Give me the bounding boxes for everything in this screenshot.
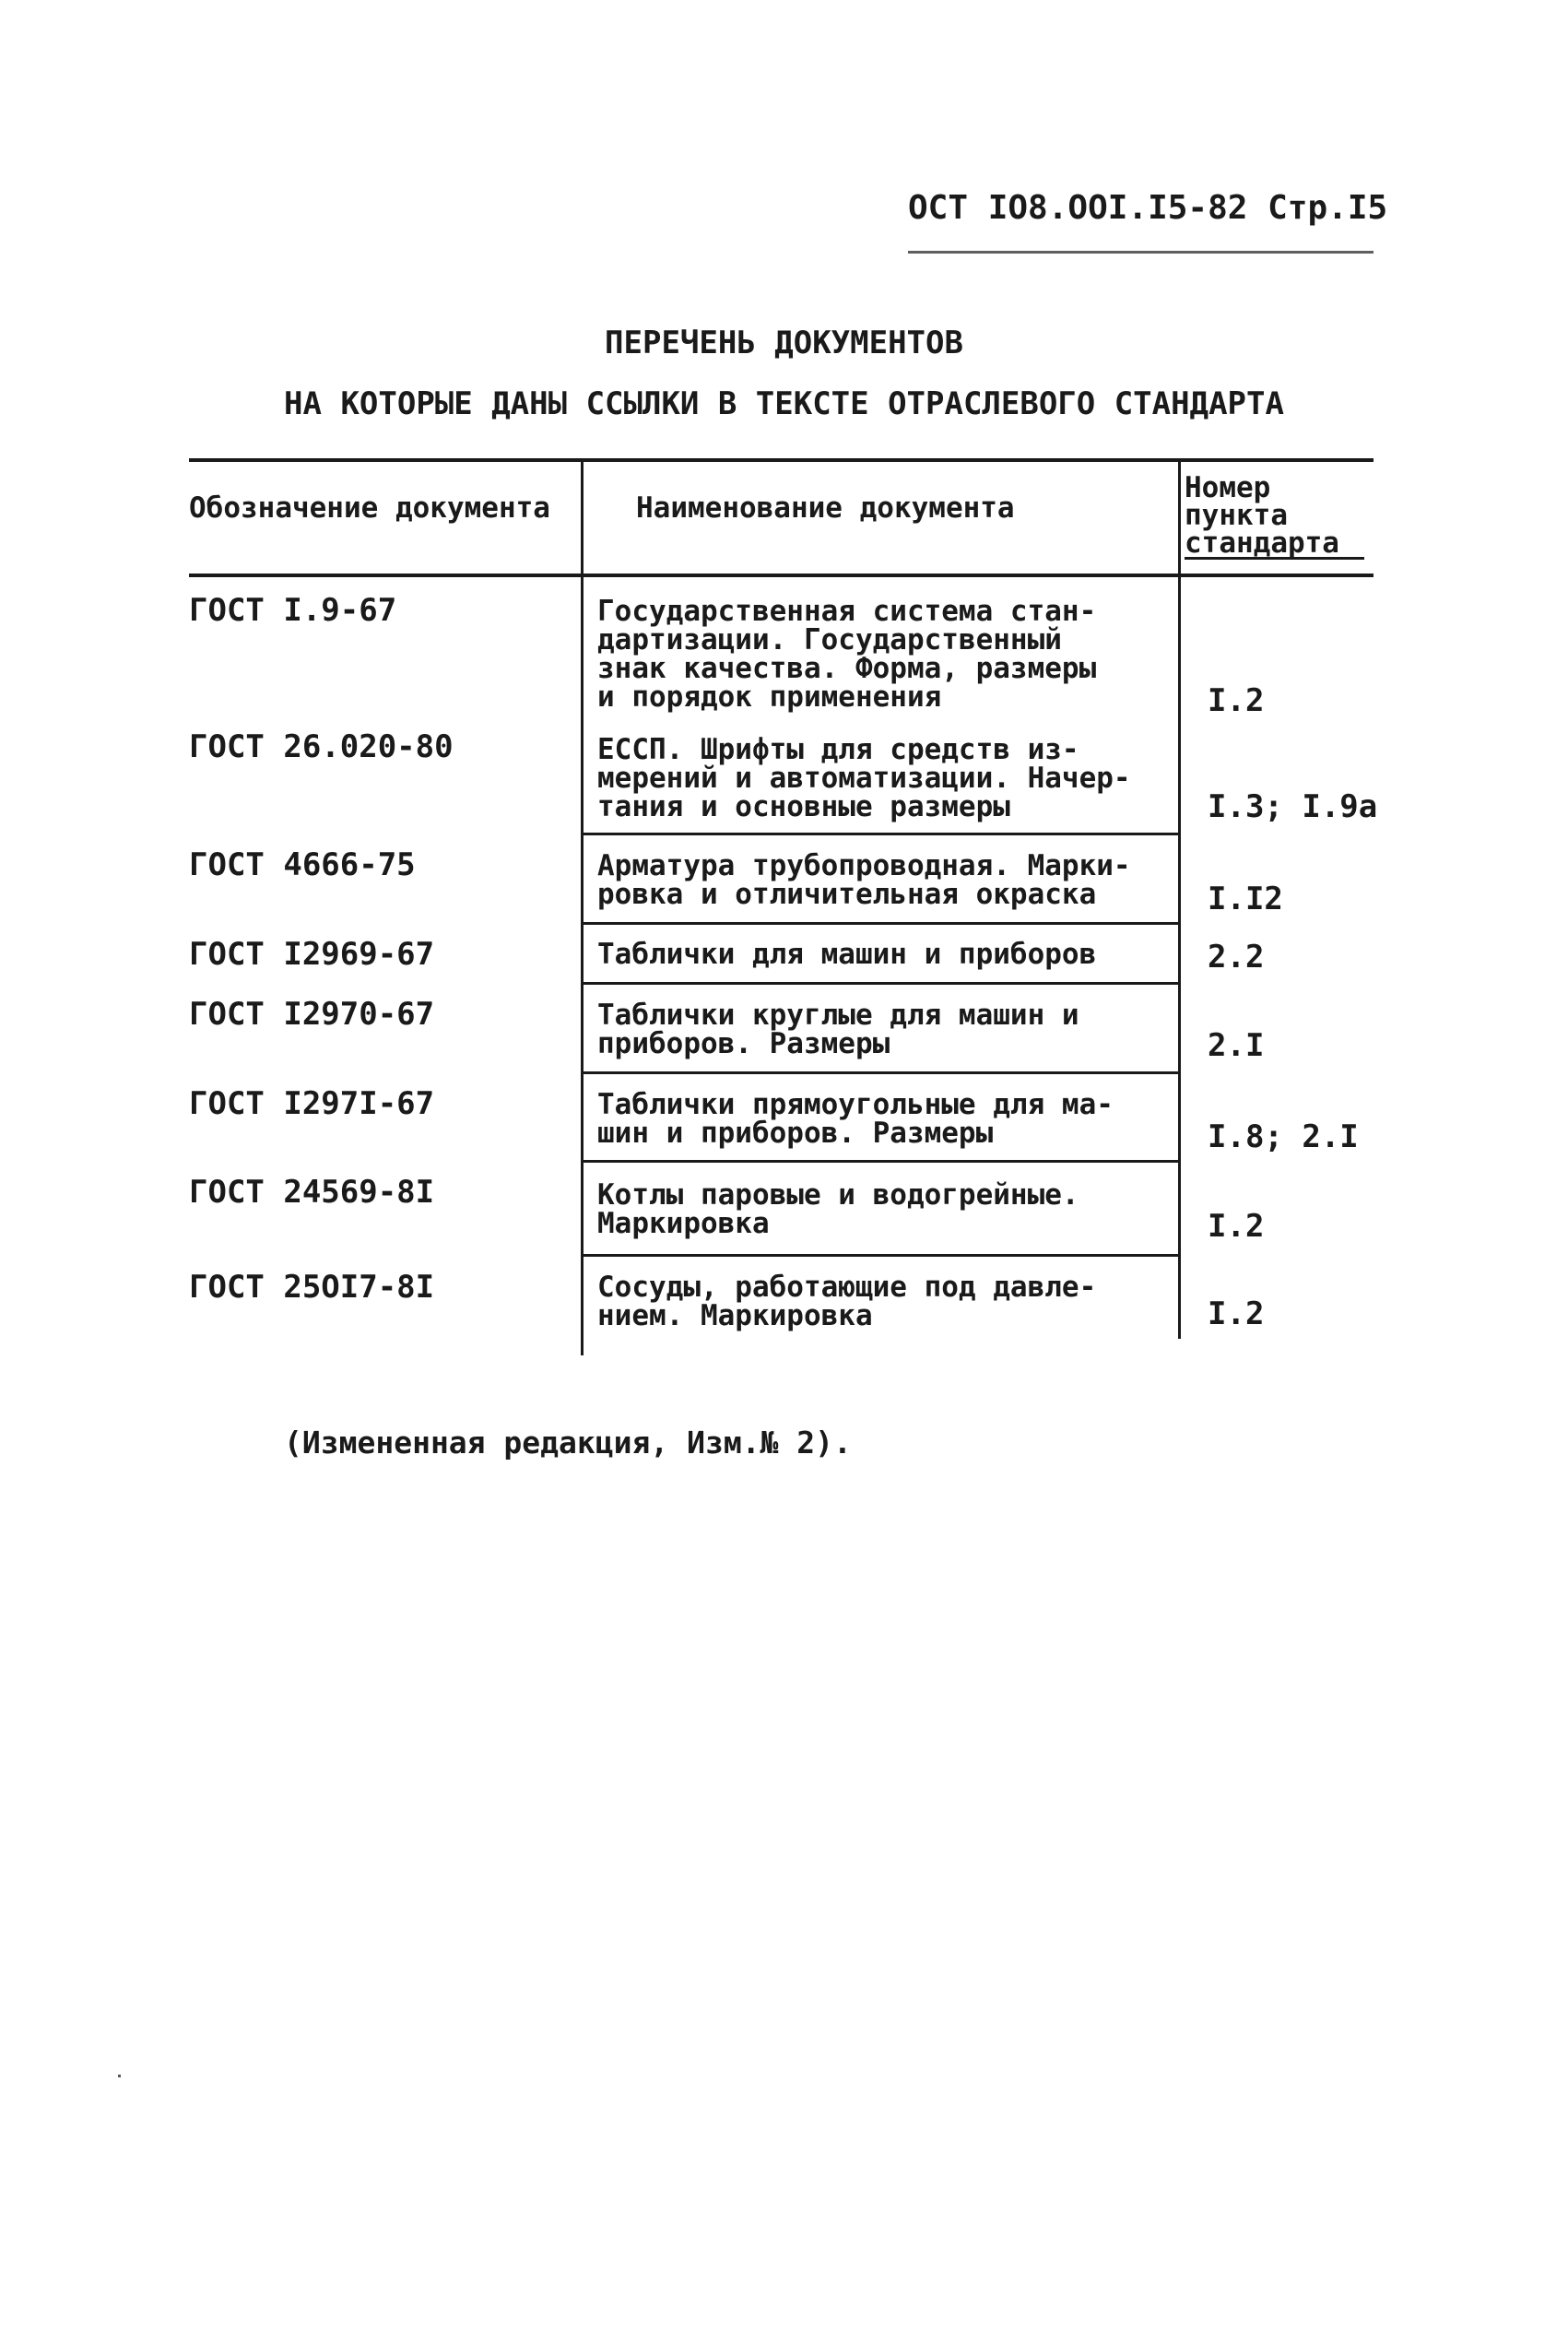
row-name-line: Таблички прямоугольные для ма- xyxy=(597,1088,1114,1121)
row-name xyxy=(597,1001,1173,1059)
row-divider xyxy=(584,982,1178,985)
row-name-line: тания и основные размеры xyxy=(597,790,1010,823)
row-divider xyxy=(584,1254,1178,1257)
row-divider xyxy=(584,1160,1178,1163)
row-code: ГОСТ 25OI7-8I xyxy=(189,1269,435,1306)
row-code: ГОСТ I.9-67 xyxy=(189,592,397,629)
row-name-line: Таблички для машин и приборов xyxy=(597,938,1097,971)
column-header-ref xyxy=(1185,471,1378,560)
table-top-rule xyxy=(189,458,1373,462)
row-code: ГОСТ 24569-8I xyxy=(189,1174,435,1211)
row-name-line: мерений и автоматизации. Начер- xyxy=(597,762,1131,795)
document-designation: ОСТ IO8.OOI.I5-82 Стр.I5 xyxy=(908,189,1388,227)
row-name xyxy=(597,849,1173,911)
row-ref: I.I2 xyxy=(1208,881,1283,917)
column-header-ref-line: Номер xyxy=(1185,471,1271,504)
column-header-ref-line: пункта xyxy=(1185,499,1288,532)
row-name-line: Государственная система стан- xyxy=(597,595,1097,628)
row-name xyxy=(597,1088,1173,1150)
row-name-line: дартизации. Государственный xyxy=(597,623,1062,656)
column-header-name: Наименование документа xyxy=(636,491,1015,525)
row-ref: I.3; I.9а xyxy=(1208,788,1378,825)
row-ref: I.2 xyxy=(1208,682,1265,719)
row-name-line: приборов. Размеры xyxy=(597,1027,890,1060)
row-name xyxy=(597,1178,1173,1240)
row-ref: 2.I xyxy=(1208,1027,1265,1064)
row-ref: I.2 xyxy=(1208,1295,1265,1332)
page-title: ПЕРЕЧЕНЬ ДОКУМЕНТОВ xyxy=(605,325,963,361)
row-name xyxy=(597,1273,1173,1331)
table-header-rule xyxy=(189,574,1373,577)
table-column-divider xyxy=(581,461,584,1355)
row-name xyxy=(597,940,1173,969)
row-name-line: и порядок применения xyxy=(597,680,942,714)
row-ref: I.2 xyxy=(1208,1208,1265,1245)
row-name-line: Маркировка xyxy=(597,1207,770,1240)
column-header-ref-line: стандарта xyxy=(1185,529,1364,560)
row-divider xyxy=(584,833,1178,835)
row-name-line: нием. Маркировка xyxy=(597,1299,873,1332)
column-header-code: Обозначение документа xyxy=(189,491,550,525)
row-divider xyxy=(584,922,1178,925)
row-divider xyxy=(584,1071,1178,1074)
page-subtitle: НА КОТОРЫЕ ДАНЫ ССЫЛКИ В ТЕКСТЕ ОТРАСЛЕВОГО СТАНДАРТА xyxy=(284,385,1284,422)
row-ref: I.8; 2.I xyxy=(1208,1118,1359,1155)
row-code: ГОСТ I2970-67 xyxy=(189,996,435,1033)
row-name-line: Арматура трубопроводная. Марки- xyxy=(597,849,1131,882)
row-name-line: Сосуды, работающие под давле- xyxy=(597,1271,1097,1304)
row-code: ГОСТ 4666-75 xyxy=(189,846,416,883)
row-name-line: Таблички круглые для машин и xyxy=(597,999,1079,1032)
row-code: ГОСТ 26.020-80 xyxy=(189,728,454,765)
row-name-line: шин и приборов. Размеры xyxy=(597,1117,994,1150)
row-name-line: ровка и отличительная окраска xyxy=(597,878,1097,911)
row-code: ГОСТ I297I-67 xyxy=(189,1085,435,1122)
header-underline xyxy=(908,251,1373,254)
scan-speck xyxy=(118,2075,121,2077)
row-name-line: Котлы паровые и водогрейные. xyxy=(597,1178,1079,1212)
row-name-line: ЕССП. Шрифты для средств из- xyxy=(597,733,1079,766)
row-code: ГОСТ I2969-67 xyxy=(189,936,435,973)
row-ref: 2.2 xyxy=(1208,939,1265,976)
row-name xyxy=(597,597,1173,712)
row-name xyxy=(597,733,1173,823)
table-column-divider xyxy=(1178,461,1181,1339)
revision-note: (Измененная редакция, Изм.№ 2). xyxy=(284,1425,852,1461)
row-name-line: знак качества. Форма, размеры xyxy=(597,652,1097,685)
